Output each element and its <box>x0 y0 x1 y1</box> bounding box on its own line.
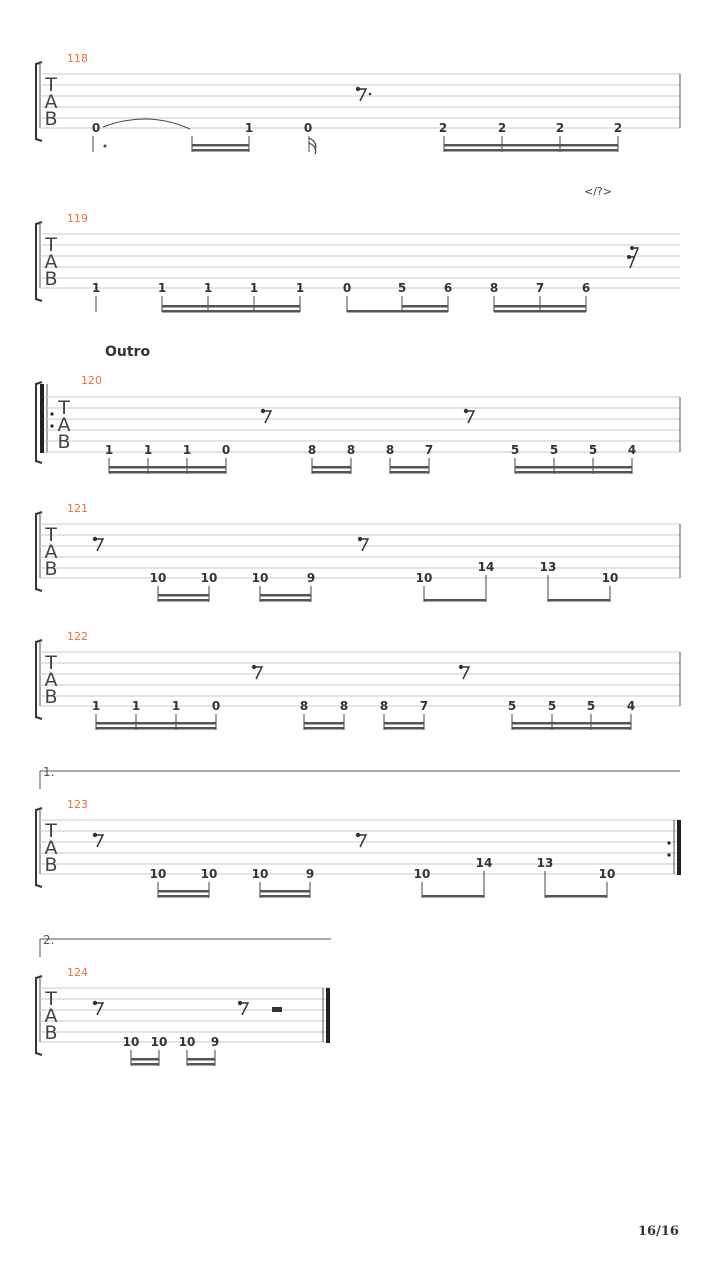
fret-number: 2 <box>555 121 565 135</box>
fret-number: 4 <box>626 699 636 713</box>
text-marker: </?> <box>584 185 612 198</box>
fret-number: 10 <box>200 867 218 881</box>
tab-letter-t: T <box>45 74 57 96</box>
measure-number: 118 <box>67 52 88 65</box>
system-measure-124 <box>36 966 330 1066</box>
tab-letter-b: B <box>44 268 58 290</box>
fret-number: 2 <box>497 121 507 135</box>
repeat-start-thick-bar <box>40 384 44 453</box>
fret-number: 1 <box>244 121 254 135</box>
rhythm-stems <box>96 296 586 312</box>
fret-number: 1 <box>157 281 167 295</box>
staff-lines <box>40 652 680 706</box>
system-measure-122 <box>36 630 680 730</box>
tab-letter-b: B <box>44 108 58 130</box>
eighth-rest <box>358 537 368 551</box>
fret-number: 6 <box>581 281 591 295</box>
augmentation-dot <box>104 145 107 148</box>
system-measure-123 <box>36 798 681 898</box>
beams <box>158 890 607 898</box>
fret-number: 10 <box>415 571 433 585</box>
fret-number: 1 <box>131 699 141 713</box>
measure-number: 119 <box>67 212 88 225</box>
final-thick-bar <box>326 988 330 1043</box>
measure-number: 120 <box>81 374 102 387</box>
fret-number: 14 <box>477 560 495 574</box>
fret-number: 10 <box>149 571 167 585</box>
eighth-rest <box>93 537 103 551</box>
beams <box>158 594 610 602</box>
eighth-rest <box>356 87 372 101</box>
measure-number: 124 <box>67 966 88 979</box>
fret-number: 5 <box>586 699 596 713</box>
tab-letter-t: T <box>45 524 57 546</box>
eighth-rest <box>93 1001 103 1015</box>
fret-number: 8 <box>346 443 356 457</box>
system-measure-121 <box>36 502 680 602</box>
fret-number: 8 <box>339 699 349 713</box>
fret-number: 1 <box>104 443 114 457</box>
fret-number: 0 <box>211 699 221 713</box>
fret-number: 9 <box>210 1035 220 1049</box>
fret-number: 5 <box>397 281 407 295</box>
fret-number: 13 <box>536 856 554 870</box>
repeat-dot <box>50 412 53 415</box>
fret-number: 2 <box>438 121 448 135</box>
fret-number: 1 <box>91 699 101 713</box>
section-label: Outro <box>105 344 151 360</box>
eighth-rest <box>459 665 469 679</box>
staff-lines <box>40 988 330 1042</box>
repeat-dot <box>667 853 670 856</box>
fret-number: 10 <box>598 867 616 881</box>
tab-letter-b: B <box>44 558 58 580</box>
fret-number: 10 <box>178 1035 196 1049</box>
tab-letter-b: B <box>44 686 58 708</box>
fret-number: 5 <box>588 443 598 457</box>
system-measure-118 <box>36 52 680 154</box>
fret-number: 7 <box>419 699 429 713</box>
eighth-rest <box>252 665 262 679</box>
fret-number: 9 <box>305 867 315 881</box>
fret-number: 6 <box>443 281 453 295</box>
fret-number: 9 <box>306 571 316 585</box>
beams <box>192 144 618 152</box>
fret-number: 1 <box>182 443 192 457</box>
tab-letter-t: T <box>45 652 57 674</box>
tab-letter-a: A <box>44 1005 58 1027</box>
tab-letter-a: A <box>44 541 58 563</box>
tab-letter-a: A <box>44 837 58 859</box>
eighth-rest <box>238 1001 248 1015</box>
tab-letter-b: B <box>44 854 58 876</box>
fret-number: 10 <box>200 571 218 585</box>
volta-ending-1 <box>40 765 680 789</box>
fret-number: 5 <box>510 443 520 457</box>
fret-number: 5 <box>547 699 557 713</box>
tab-letter-a: A <box>44 669 58 691</box>
fret-number: 0 <box>221 443 231 457</box>
measure-number: 121 <box>67 502 88 515</box>
fret-number: 1 <box>91 281 101 295</box>
fret-number: 0 <box>91 121 101 135</box>
fret-number: 10 <box>149 867 167 881</box>
fret-number: 10 <box>251 571 269 585</box>
staff-lines <box>40 234 680 288</box>
rhythm-stems <box>158 575 610 602</box>
fret-number: 8 <box>379 699 389 713</box>
fret-number: 10 <box>122 1035 140 1049</box>
fret-number: 13 <box>539 560 557 574</box>
fret-number: 7 <box>535 281 545 295</box>
measure-number: 123 <box>67 798 88 811</box>
sixteenth-rest <box>627 246 638 268</box>
tab-letter-t: T <box>45 234 57 256</box>
eighth-rest <box>464 409 474 423</box>
fret-number: 8 <box>385 443 395 457</box>
fret-number: 14 <box>475 856 493 870</box>
rhythm-stems <box>158 871 607 898</box>
page-number: 16/16 <box>638 1224 679 1239</box>
fret-number: 10 <box>150 1035 168 1049</box>
repeat-dot <box>50 424 53 427</box>
fret-number: 10 <box>251 867 269 881</box>
system-measure-119 <box>36 212 680 313</box>
ending-label: 2. <box>43 933 55 947</box>
system-measure-120 <box>36 374 680 474</box>
fret-number: 5 <box>549 443 559 457</box>
tab-letter-a: A <box>44 91 58 113</box>
fret-number: 8 <box>489 281 499 295</box>
fret-number: 1 <box>295 281 305 295</box>
fret-number: 10 <box>413 867 431 881</box>
tab-letter-a: A <box>44 251 58 273</box>
fret-number: 1 <box>143 443 153 457</box>
fret-number: 4 <box>627 443 637 457</box>
fret-number: 1 <box>249 281 259 295</box>
eighth-rest <box>93 833 103 847</box>
volta-ending-2 <box>40 933 331 957</box>
fret-number: 5 <box>507 699 517 713</box>
fret-number: 8 <box>307 443 317 457</box>
tab-letter-b: B <box>44 1022 58 1044</box>
fret-number: 2 <box>613 121 623 135</box>
fret-number: 0 <box>303 121 313 135</box>
tab-letter-t: T <box>45 820 57 842</box>
repeat-end-thick-bar <box>677 820 681 875</box>
fret-number: 1 <box>171 699 181 713</box>
tab-letter-t: T <box>58 397 70 419</box>
fret-number: 7 <box>424 443 434 457</box>
tab-letter-b: B <box>57 431 71 453</box>
beams <box>131 1058 215 1066</box>
note-flag <box>309 138 316 154</box>
half-rest <box>272 1007 282 1012</box>
eighth-rest <box>261 409 271 423</box>
eighth-rest <box>356 833 366 847</box>
staff-lines <box>40 524 680 578</box>
fret-number: 0 <box>342 281 352 295</box>
tab-letter-t: T <box>45 988 57 1010</box>
tab-letter-a: A <box>57 414 71 436</box>
fret-number: 8 <box>299 699 309 713</box>
fret-number: 10 <box>601 571 619 585</box>
ending-label: 1. <box>43 765 55 779</box>
tie-arc <box>103 119 190 129</box>
beams <box>162 305 586 313</box>
fret-number: 1 <box>203 281 213 295</box>
measure-number: 122 <box>67 630 88 643</box>
staff-lines <box>44 397 680 452</box>
repeat-dot <box>667 841 670 844</box>
